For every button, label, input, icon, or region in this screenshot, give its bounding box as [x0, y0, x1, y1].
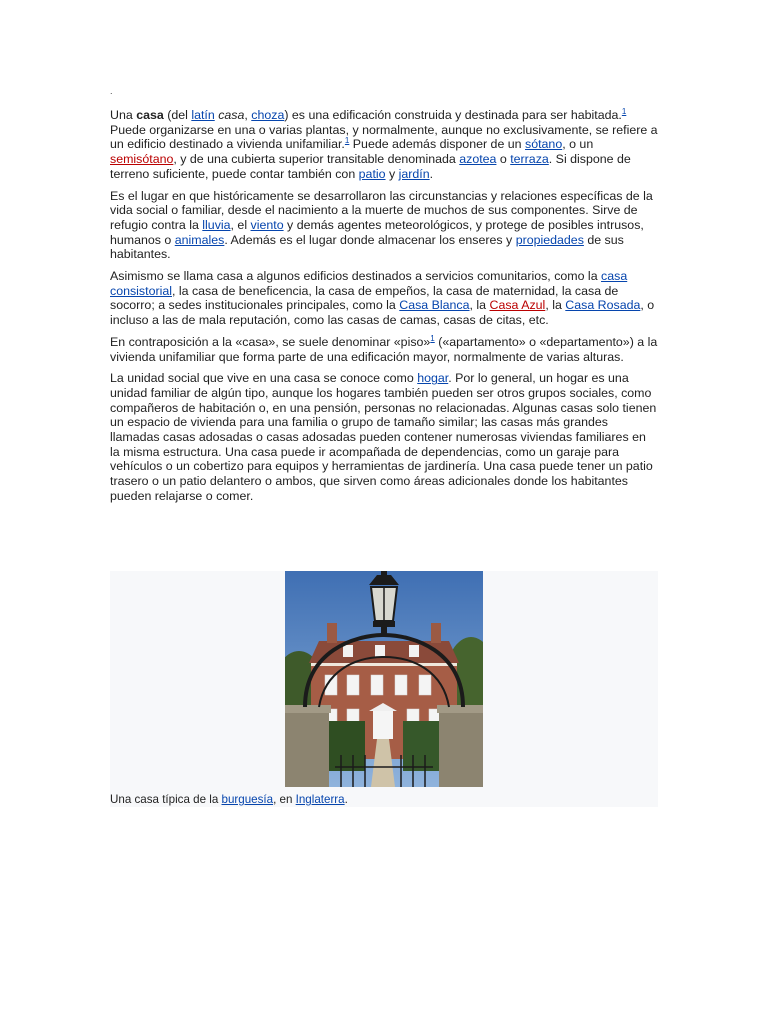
link-latin[interactable]: latín: [191, 108, 215, 122]
reference-1b[interactable]: 1: [344, 136, 350, 146]
article-body: [110, 108, 658, 511]
paragraph-1: Una casa (del latín casa, choza) es una edificación construida y destinada para ser habitada.$^1$ Puede organizarse en una o varias plantas, y normalmente, aunque no exclusivamente, se refiere a un edificio destinado a vivienda unifamiliar.$^1$ Puede además disponer de un sótano, o un semisótano, y de una cubierta superior transitable denominada azotea o terraza. Si dispone de terreno suficiente, puede contar también con patio y jardín.: [110, 106, 658, 181]
paragraph-2: Es el lugar en que históricamente se desarrollaron las circunstancias y relaciones específicas de la vida social o familiar, desde el nacimiento a la muerte de muchos de sus componentes. Sirve de refugio contra la lluvia, el viento y demás agentes meteorológicos, y protege de posibles intrusos, humanos o animales. Además es el lugar donde almacenar los enseres y propiedades de sus habitantes.: [110, 188, 653, 262]
link-burguesia[interactable]: burguesía: [221, 793, 274, 806]
term-casa: casa: [136, 108, 164, 122]
reference-1[interactable]: 1: [621, 106, 627, 116]
link-sotano[interactable]: sótano: [525, 137, 563, 152]
page-marker: .: [110, 86, 113, 96]
link-choza[interactable]: choza: [251, 108, 285, 122]
link-semisotano[interactable]: semisótano: [110, 152, 174, 167]
paragraph-3: Asimismo se llama casa a algunos edificios destinados a servicios comunitarios, como la casa consistorial, la casa de beneficencia, la casa de empeños, la casa de maternidad, la casa de socorro; a sedes institucionales principales, como la Casa Blanca, la Casa Azul, la Casa Rosada, o incluso a las de mala reputación, como las casas de camas, casas de citas, etc.: [110, 269, 655, 328]
paragraph-4: En contraposición a la «casa», se suele denominar «piso»$^1$ («apartamento» o «departamento») a la vivienda unifamiliar que forma parte de una edificación mayor, normalmente de varias alturas.: [110, 333, 658, 364]
figure: [110, 571, 658, 807]
figure-caption: Una casa típica de la burguesía, en Inglaterra.: [110, 793, 348, 806]
link-casa-blanca[interactable]: Casa Blanca: [399, 298, 470, 313]
link-casa-rosada[interactable]: Casa Rosada: [565, 298, 641, 313]
reference-1c[interactable]: 1: [430, 333, 435, 343]
house-photo[interactable]: [285, 571, 483, 787]
link-inglaterra[interactable]: Inglaterra: [295, 793, 345, 806]
link-viento[interactable]: viento: [250, 217, 284, 232]
link-hogar[interactable]: hogar: [417, 371, 449, 386]
link-casa-consistorial[interactable]: casa consistorial: [110, 269, 628, 298]
link-azotea[interactable]: azotea: [459, 152, 497, 167]
link-casa-azul[interactable]: Casa Azul: [489, 298, 546, 313]
link-lluvia[interactable]: lluvia: [202, 217, 231, 232]
link-propiedades[interactable]: propiedades: [515, 232, 584, 247]
link-jardin[interactable]: jardín: [398, 166, 430, 181]
link-animales[interactable]: animales: [174, 232, 225, 247]
paragraph-5: La unidad social que vive en una casa se conoce como hogar. Por lo general, un hogar es una unidad familiar de algún tipo, aunque los hogares también pueden ser otros grupos sociales, como compañeros de habitación o, en una pensión, personas no relacionadas. Algunas casas solo tienen un espacio de vivienda para una familia o grupo de tamaño similar; las casas más grandes llamadas casas adosadas o casas adosadas pueden contener numerosas viviendas familiares en la misma estructura. Una casa puede ir acompañada de dependencias, como un garaje para vehículos o un cobertizo para equipos y herramientas de jardinería. Una casa puede tener un patio trasero o un patio delantero o ambos, que sirven como áreas adicionales donde los habitantes pueden relajarse o comer.: [110, 371, 657, 503]
link-terraza[interactable]: terraza: [510, 152, 549, 167]
link-patio[interactable]: patio: [358, 166, 386, 181]
